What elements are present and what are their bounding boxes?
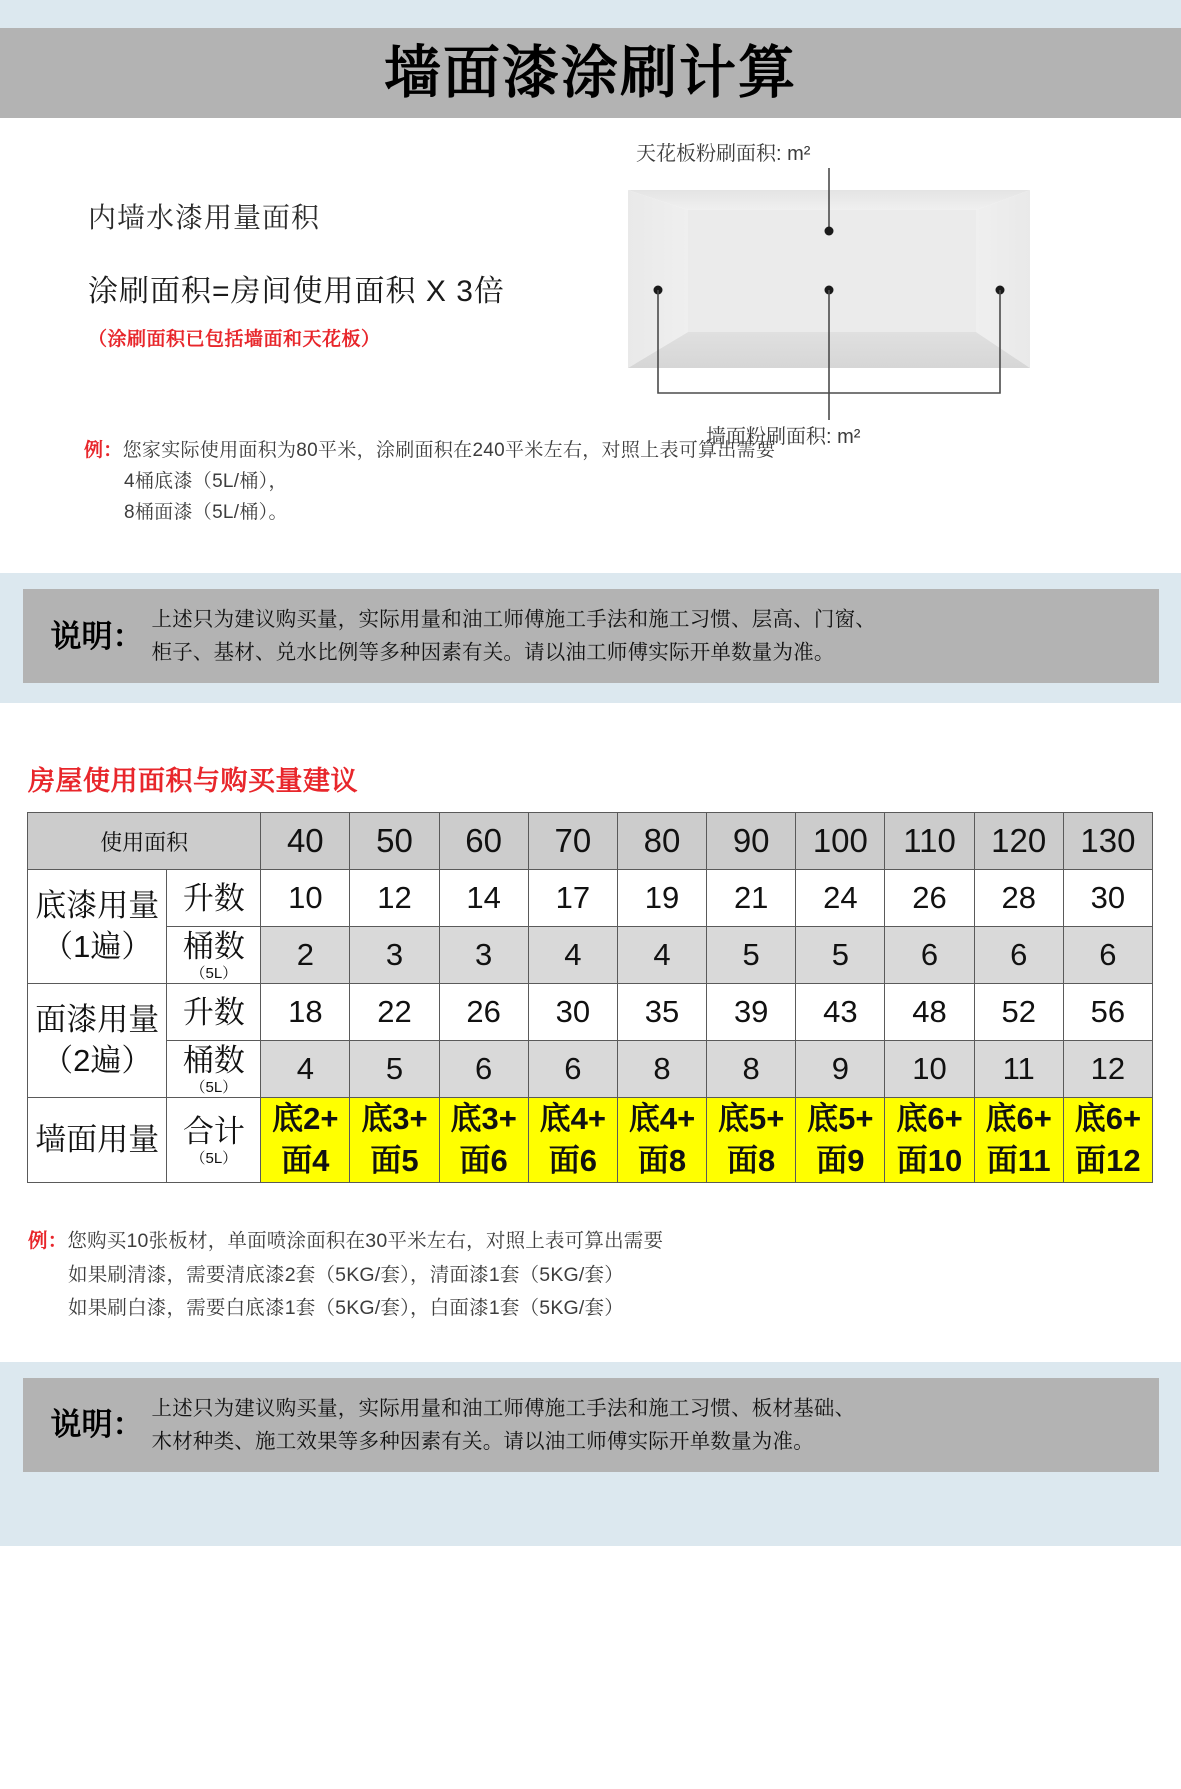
table-metric-label: 升数 [167, 870, 261, 927]
table-cell: 52 [974, 984, 1063, 1041]
table-cell: 底3+ 面6 [439, 1098, 528, 1183]
table-metric-label: 升数 [167, 984, 261, 1041]
table-cell: 底5+ 面9 [796, 1098, 885, 1183]
table-cell: 底6+ 面12 [1063, 1098, 1152, 1183]
table-cell: 底3+ 面5 [350, 1098, 439, 1183]
table-cell: 6 [528, 1041, 617, 1098]
example-block-1 [84, 436, 775, 528]
table-cell: 28 [974, 870, 1063, 927]
table-metric-label: 桶数 （5L） [167, 927, 261, 984]
note2-line1: 上述只为建议购买量，实际用量和油工师傅施工手法和施工习惯、板材基础、 [151, 1396, 856, 1420]
table-cell: 26 [439, 984, 528, 1041]
table-cell: 48 [885, 984, 974, 1041]
table-cell: 5 [350, 1041, 439, 1098]
table-cell: 19 [617, 870, 706, 927]
table-cell: 底6+ 面10 [885, 1098, 974, 1183]
page-header-banner [0, 28, 1181, 118]
table-header-area-100: 100 [796, 813, 885, 870]
note1-text [152, 603, 877, 669]
table-title: 房屋使用面积与购买量建议 [28, 766, 358, 797]
table-cell: 26 [885, 870, 974, 927]
table-group-label: 面漆用量 （2遍） [28, 984, 167, 1098]
usage-table-body [28, 813, 1153, 1183]
ceiling-area-label: 天花板粉刷面积: m² [636, 143, 811, 165]
table-cell: 10 [261, 870, 350, 927]
note1-line1: 上述只为建议购买量，实际用量和油工师傅施工手法和施工习惯、层高、门窗、 [151, 608, 876, 631]
table-header-area-120: 120 [974, 813, 1063, 870]
example2-line1-row [28, 1225, 1181, 1259]
table-cell: 24 [796, 870, 885, 927]
table-cell: 8 [707, 1041, 796, 1098]
table-header-area-90: 90 [707, 813, 796, 870]
example1-line2: 4桶底漆（5L/桶）， [124, 470, 288, 492]
example1-line1: 您家实际使用面积为80平米，涂刷面积在240平米左右，对照上表可算出需要 [122, 440, 776, 461]
table-cell: 底4+ 面8 [617, 1098, 706, 1183]
wall-area-label: 墙面粉刷面积: m² [706, 426, 861, 448]
table-cell: 12 [350, 870, 439, 927]
table-cell: 4 [261, 1041, 350, 1098]
example-block-2 [28, 1225, 1181, 1362]
table-cell: 11 [974, 1041, 1063, 1098]
example1-label: 例： [84, 440, 123, 461]
table-metric-label: 合计 （5L） [167, 1098, 261, 1183]
table-cell: 10 [885, 1041, 974, 1098]
table-header-area-130: 130 [1063, 813, 1152, 870]
table-header-row [28, 813, 1153, 870]
table-row [28, 1041, 1153, 1098]
table-row [28, 870, 1153, 927]
note-box-1 [23, 589, 1159, 683]
table-row [28, 984, 1153, 1041]
note-box-2 [23, 1378, 1159, 1472]
note1-line2: 柜子、基材、兑水比例等多种因素有关。请以油工师傅实际开单数量为准。 [151, 641, 835, 665]
table-group-label: 墙面用量 [28, 1098, 167, 1183]
table-cell: 4 [528, 927, 617, 984]
note-section-2 [0, 1362, 1181, 1492]
table-cell: 12 [1063, 1041, 1152, 1098]
table-cell: 8 [617, 1041, 706, 1098]
table-cell: 底4+ 面6 [528, 1098, 617, 1183]
table-cell: 底2+ 面4 [261, 1098, 350, 1183]
table-cell: 35 [617, 984, 706, 1041]
table-cell: 4 [617, 927, 706, 984]
table-cell: 14 [439, 870, 528, 927]
table-cell: 6 [1063, 927, 1152, 984]
intro-section [0, 118, 1181, 573]
usage-table [27, 812, 1153, 1183]
table-cell: 底6+ 面11 [974, 1098, 1063, 1183]
table-cell: 6 [439, 1041, 528, 1098]
note1-label: 说明： [50, 618, 144, 654]
bottom-spacer [0, 1492, 1181, 1546]
table-row [28, 1098, 1153, 1183]
table-cell: 30 [528, 984, 617, 1041]
example2-label: 例： [28, 1230, 68, 1253]
table-cell: 39 [707, 984, 796, 1041]
table-cell: 底5+ 面8 [707, 1098, 796, 1183]
table-cell: 9 [796, 1041, 885, 1098]
table-header-area-60: 60 [439, 813, 528, 870]
example2-line3: 如果刷白漆，需要白底漆1套（5KG/套），白面漆1套（5KG/套） [68, 1297, 624, 1320]
table-header-area-label: 使用面积 [28, 813, 261, 870]
table-cell: 2 [261, 927, 350, 984]
table-cell: 6 [974, 927, 1063, 984]
table-cell: 5 [707, 927, 796, 984]
table-cell: 3 [439, 927, 528, 984]
example2-line2: 如果刷清漆，需要清底漆2套（5KG/套），清面漆1套（5KG/套） [68, 1263, 624, 1286]
example1-line3: 8桶面漆（5L/桶）。 [124, 501, 288, 523]
table-header-area-80: 80 [617, 813, 706, 870]
table-cell: 43 [796, 984, 885, 1041]
table-cell: 21 [707, 870, 796, 927]
page-title: 墙面漆涂刷计算 [384, 40, 797, 105]
example2-line1: 您购买10张板材，单面喷涂面积在30平米左右，对照上表可算出需要 [67, 1230, 664, 1253]
table-section [0, 703, 1181, 1361]
table-header-area-70: 70 [528, 813, 617, 870]
table-cell: 56 [1063, 984, 1152, 1041]
table-header-area-40: 40 [261, 813, 350, 870]
note2-text [152, 1392, 856, 1458]
table-metric-label: 桶数 （5L） [167, 1041, 261, 1098]
table-cell: 22 [350, 984, 439, 1041]
table-cell: 5 [796, 927, 885, 984]
intro-red-note: （涂刷面积已包括墙面和天花板） [88, 329, 381, 350]
example1-line1-row [84, 436, 775, 467]
note2-line2: 木材种类、施工效果等多种因素有关。请以油工师傅实际开单数量为准。 [151, 1429, 814, 1453]
intro-formula: 涂刷面积=房间使用面积 X 3倍 [88, 275, 505, 308]
table-header-area-110: 110 [885, 813, 974, 870]
table-cell: 18 [261, 984, 350, 1041]
table-group-label: 底漆用量 （1遍） [28, 870, 167, 984]
table-header-area-50: 50 [350, 813, 439, 870]
table-cell: 30 [1063, 870, 1152, 927]
note2-label: 说明： [50, 1407, 144, 1443]
intro-heading: 内墙水漆用量面积 [88, 202, 321, 233]
table-cell: 3 [350, 927, 439, 984]
table-row [28, 927, 1153, 984]
top-accent-strip [0, 0, 1181, 28]
note-section-1 [0, 573, 1181, 703]
table-cell: 17 [528, 870, 617, 927]
table-cell: 6 [885, 927, 974, 984]
intro-text-block [88, 196, 608, 351]
